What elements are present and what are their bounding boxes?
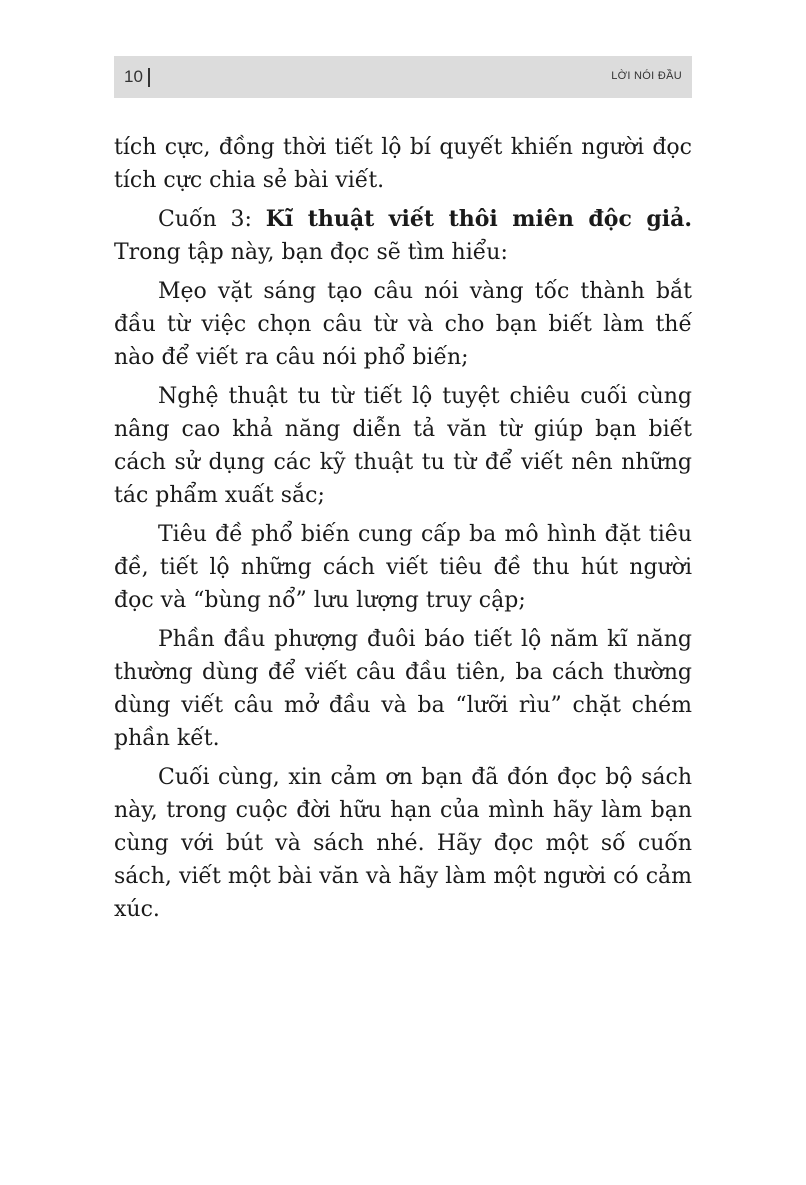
book-3-title: Kĩ thuật viết thôi miên độc giả. [265, 206, 692, 232]
paragraph-2-suffix: Trong tập này, bạn đọc sẽ tìm hiểu: [114, 240, 508, 265]
header-divider [148, 68, 150, 87]
paragraph-4: Nghệ thuật tu từ tiết lộ tuyệt chiêu cuối cùng nâng cao khả năng diễn tả văn từ giúp bạn biết cách sử dụng các kỹ thuật tu từ để viết nên những tác phẩm xuất sắc; [114, 384, 692, 508]
running-header [114, 56, 692, 98]
paragraph-2 [114, 203, 692, 269]
chapter-title: LỜI NÓI ĐẦU [611, 70, 682, 82]
paragraph-6: Phần đầu phượng đuôi báo tiết lộ năm kĩ năng thường dùng để viết câu đầu tiên, ba cách thường dùng viết câu mở đầu và ba “lưỡi rìu” chặt chém phần kết. [114, 627, 692, 751]
page-body [114, 131, 692, 932]
paragraph-5: Tiêu đề phổ biến cung cấp ba mô hình đặt tiêu đề, tiết lộ những cách viết tiêu đề thu hút người đọc và “bùng nổ” lưu lượng truy cập; [114, 522, 692, 613]
paragraph-3: Mẹo vặt sáng tạo câu nói vàng tốc thành bắt đầu từ việc chọn câu từ và cho bạn biết làm thế nào để viết ra câu nói phổ biến; [114, 279, 692, 370]
paragraph-2-prefix: Cuốn 3: [158, 207, 266, 232]
paragraph-1: tích cực, đồng thời tiết lộ bí quyết khiến người đọc tích cực chia sẻ bài viết. [114, 135, 692, 193]
paragraph-7: Cuối cùng, xin cảm ơn bạn đã đón đọc bộ sách này, trong cuộc đời hữu hạn của mình hãy làm bạn cùng với bút và sách nhé. Hãy đọc một số cuốn sách, viết một bài văn và hãy làm một người có cảm xúc. [114, 765, 692, 922]
page-number: 10 [124, 67, 143, 86]
